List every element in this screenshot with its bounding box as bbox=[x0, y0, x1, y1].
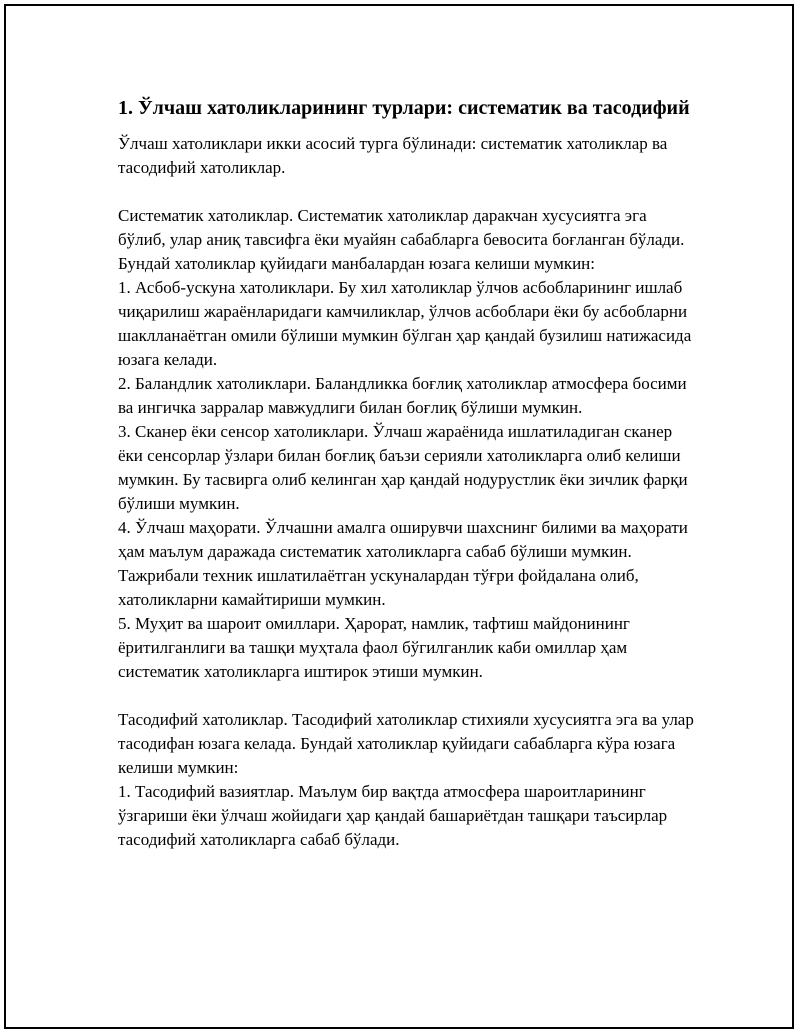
systematic-item-5: 5. Муҳит ва шароит омиллари. Ҳарорат, намлик, тафтиш майдонининг ёритилганлиги ва ташқи муҳтала фаол бўгилганлик каби омиллар ҳам систематик хатоликларга иштирок этиши мумкин. bbox=[118, 614, 630, 681]
paragraph-gap bbox=[118, 180, 698, 204]
systematic-lead-paragraph: Систематик хатоликлар. Систематик хатоликлар даракчан хусусиятга эга бўлиб, улар аниқ тавсифга ёки муайян сабабларга бевосита боғланган бўлади. Бундай хатоликлар қуйидаги манбалардан юзага келиши мумкин: bbox=[118, 206, 685, 273]
section-heading: 1. Ўлчаш хатоликларининг турлари: систематик ва тасодифий bbox=[118, 97, 690, 119]
random-lead-paragraph: Тасодифий хатоликлар. Тасодифий хатоликлар стихияли хусусиятга эга ва улар тасодифан юзага келада. Бундай хатоликлар қуйидаги сабабларга кўра юзага келиши мумкин: bbox=[118, 710, 694, 777]
systematic-item-3: 3. Сканер ёки сенсор хатоликлари. Ўлчаш жараёнида ишлатиладиган сканер ёки сенсорлар ўзлари билан боғлиқ баъзи серияли хатоликларга олиб келиши мумкин. Бу тасвирга олиб келинган ҳар қандай нодурустлик ёки зичлик фарқи бўлиши мумкин. bbox=[118, 422, 688, 513]
systematic-item-1: 1. Асбоб-ускуна хатоликлари. Бу хил хатоликлар ўлчов асбобларининг ишлаб чиқарилиш жараёнларидаги камчиликлар, ўлчов асбоблари ёки бу асбобларни шаклланаётган омили бўлиши мумкин бўлган ҳар қандай бузилиш натижасида юзага келади. bbox=[118, 278, 692, 369]
document-body bbox=[118, 94, 698, 852]
random-item-1: 1. Тасодифий вазиятлар. Маълум бир вақтда атмосфера шароитларининг ўзгариши ёки ўлчаш жойидаги ҳар қандай башариётдан ташқари таъсирлар тасодифий хатоликларга сабаб бўлади. bbox=[118, 782, 668, 849]
systematic-item-4: 4. Ўлчаш маҳорати. Ўлчашни амалга оширувчи шахснинг билими ва маҳорати ҳам маълум даражада систематик хатоликларга сабаб бўлиши мумкин. Тажрибали техник ишлатилаётган ускуналардан тўғри фойдалана олиб, хатоликларни камайтириши мумкин. bbox=[118, 518, 688, 609]
intro-paragraph: Ўлчаш хатоликлари икки асосий турга бўлинади: систематик хатоликлар ва тасодифий хатоликлар. bbox=[118, 134, 668, 177]
paragraph-gap bbox=[118, 684, 698, 708]
systematic-item-2: 2. Баландлик хатоликлари. Баландликка боғлиқ хатоликлар атмосфера босими ва ингичка зарралар мавжудлиги билан боғлиқ бўлиши мумкин. bbox=[118, 374, 687, 417]
